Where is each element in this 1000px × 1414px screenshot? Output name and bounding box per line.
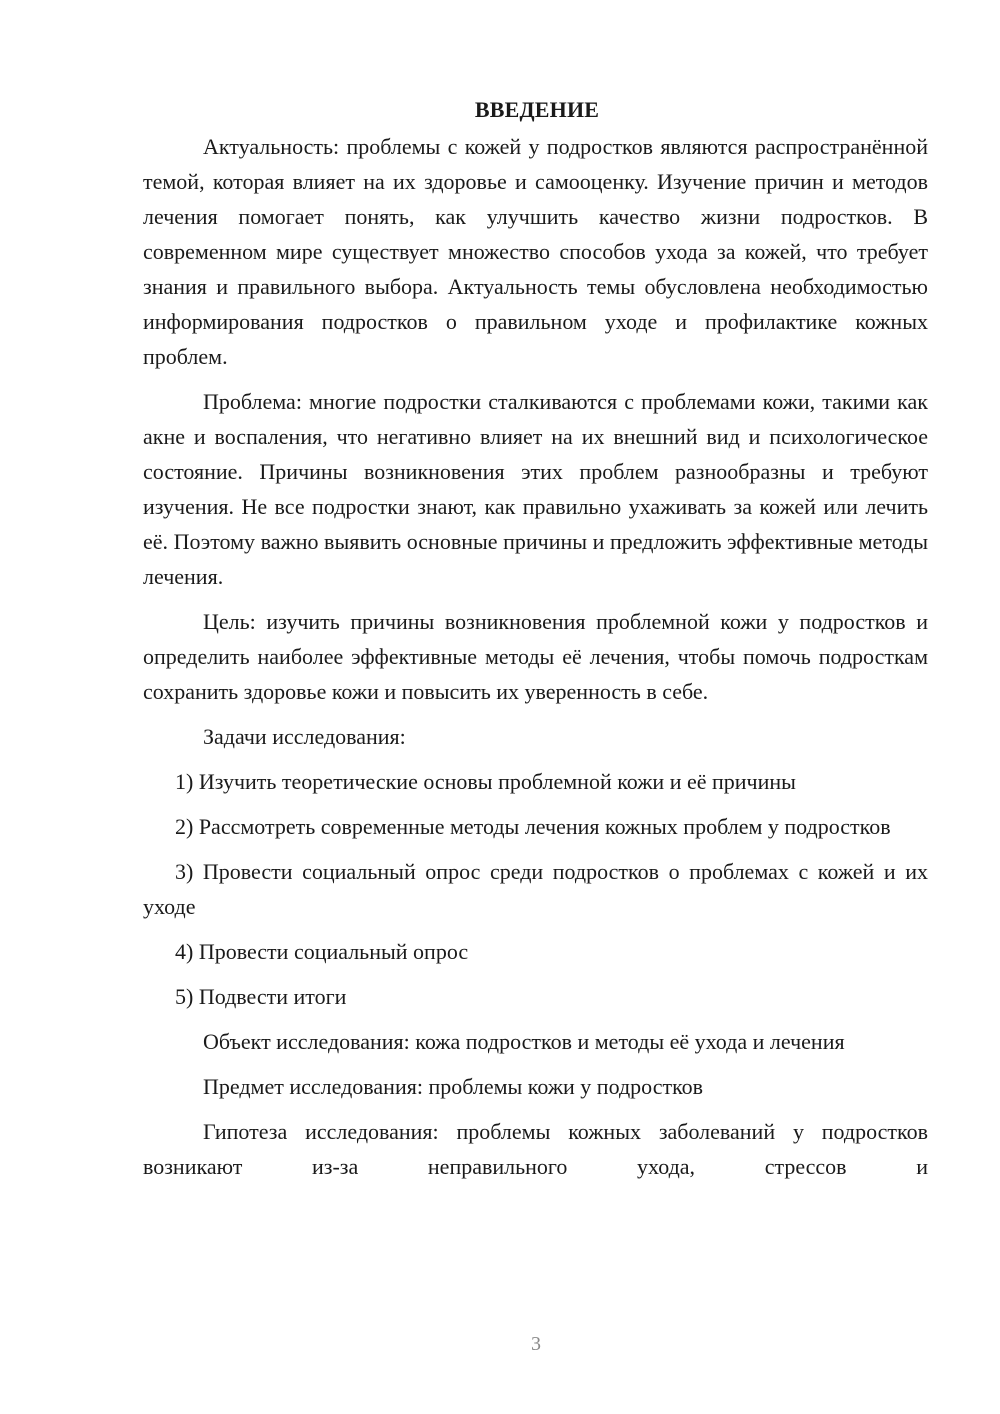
task-item-4: 4) Провести социальный опрос bbox=[175, 939, 469, 964]
task-item-2: 2) Рассмотреть современные методы лечения кожных проблем у подростков bbox=[175, 814, 891, 839]
paragraph-relevance: Актуальность: проблемы с кожей у подростков являются распространённой темой, которая влияет на их здоровье и самооценку. Изучение причин и методов лечения помогает понять, как улучшить качество жизни подростков. В современном мире существует множество способов ухода за кожей, что требует знания и правильного выбора. Актуальность темы обусловлена необходимостью информирования подростков о правильном уходе и профилактике кожных проблем. bbox=[143, 134, 928, 369]
paragraph-problem: Проблема: многие подростки сталкиваются с проблемами кожи, такими как акне и воспаления, что негативно влияет на их внешний вид и психологическое состояние. Причины возникновения этих проблем разнообразны и требуют изучения. Не все подростки знают, как правильно ухаживать за кожей или лечить её. Поэтому важно выявить основные причины и предложить эффективные методы лечения. bbox=[143, 389, 928, 589]
task-item-5: 5) Подвести итоги bbox=[175, 984, 347, 1009]
paragraph-object: Объект исследования: кожа подростков и методы её ухода и лечения bbox=[203, 1029, 845, 1054]
paragraph-subject: Предмет исследования: проблемы кожи у подростков bbox=[203, 1074, 704, 1099]
document-title: ВВЕДЕНИЕ bbox=[474, 97, 600, 122]
page-number: 3 bbox=[531, 1333, 541, 1355]
paragraph-hypothesis: Гипотеза исследования: проблемы кожных заболеваний у подростков возникают из-за неправильного ухода, стрессов и bbox=[143, 1119, 928, 1179]
paragraph-goal: Цель: изучить причины возникновения проблемной кожи у подростков и определить наиболее эффективные методы её лечения, чтобы помочь подросткам сохранить здоровье кожи и повысить их уверенность в себе. bbox=[143, 609, 928, 704]
tasks-heading: Задачи исследования: bbox=[203, 724, 406, 749]
task-item-3: 3) Провести социальный опрос среди подростков о проблемах с кожей и их уходе bbox=[143, 859, 928, 919]
document-page bbox=[143, 92, 928, 1184]
tasks-list bbox=[143, 764, 928, 1014]
task-item-1: 1) Изучить теоретические основы проблемной кожи и её причины bbox=[175, 769, 796, 794]
